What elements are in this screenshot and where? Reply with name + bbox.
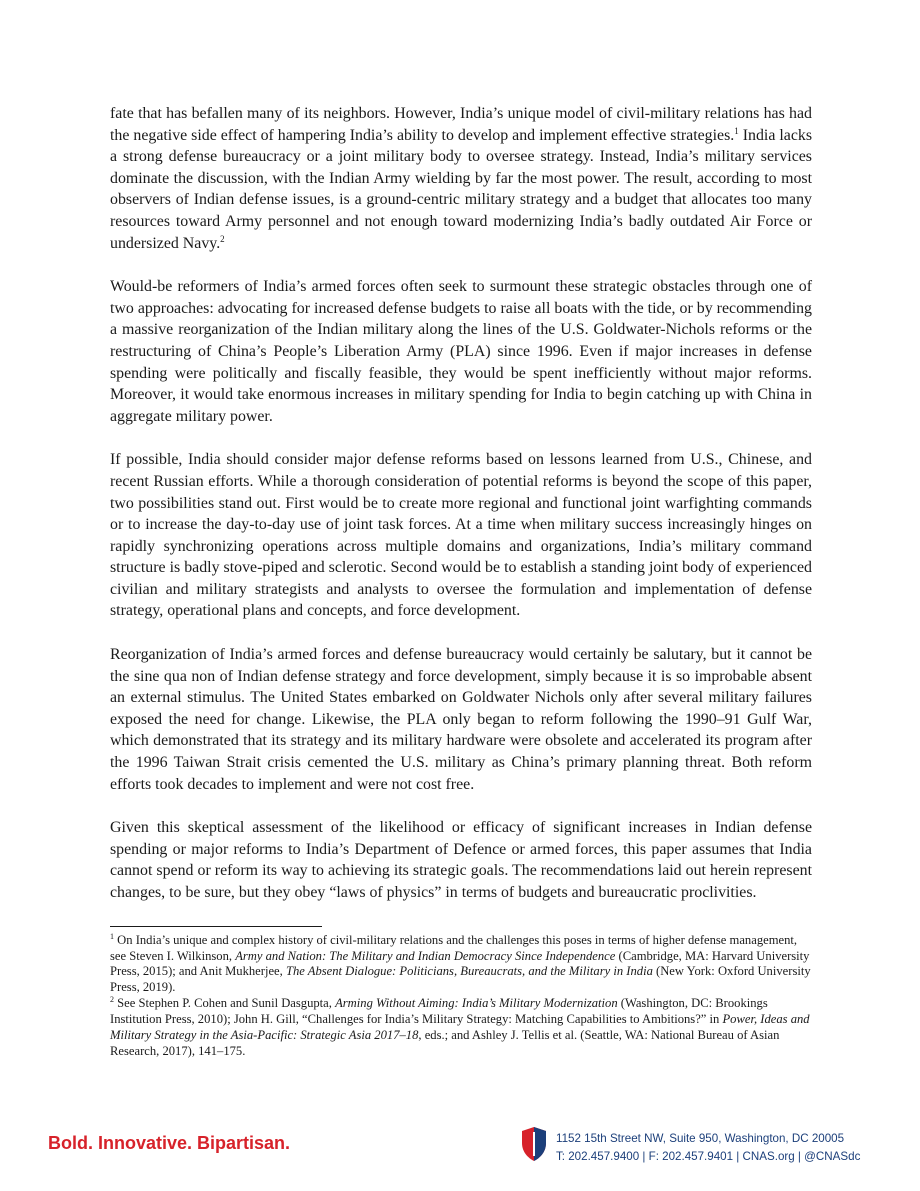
body-paragraph: Would-be reformers of India’s armed forces often seek to surmount these strategic obstacles through one of two approaches: advocating for increased defense budgets to raise all boats with the tide, or by recommending a massive reorganization of the Indian military along the lines of the U.S. Goldwater-Nichols reforms or the restructuring of China’s People’s Liberation Army (PLA) since 1996. Even if major increases in defense spending were politically and fiscally feasible, they would be spent inefficiently without major reforms. Moreover, it would take enormous increases in military spending for India to begin catching up with China in aggregate military power. [110, 278, 812, 425]
footnote-divider [110, 926, 322, 927]
body-paragraph: fate that has befallen many of its neighbors. However, India’s unique model of civil-military relations has had the negative side effect of hampering India’s ability to develop and implement effective strategies.$^1$ India lacks a strong defense bureaucracy or a joint military body to oversee strategy. Instead, India’s military services dominate the discussion, with the Indian Army wielding by far the most power. The result, according to most observers of Indian defense issues, is a ground-centric military strategy and a budget that allocates too many resources toward Army personnel and not enough toward modernizing India’s badly outdated Air Force or undersized Navy.$^2$ [110, 105, 812, 252]
body-paragraph: Reorganization of India’s armed forces and defense bureaucracy would certainly be salutary, but it cannot be the sine qua non of Indian defense strategy and force development, simply because it is so improbable absent an external stimulus. The United States embarked on Goldwater Nichols only after several military failures exposed the need for change. Likewise, the PLA only began to reform following the 1990–91 Gulf War, which demonstrated that its strategy and its military hardware were obsolete and accelerated its program after the 1996 Taiwan Strait crisis cemented the U.S. military as China’s primary planning threat. Both reform efforts took decades to implement and were not cost free. [110, 646, 812, 793]
citation-title: Power, Ideas and Military Strategy in the Asia-Pacific: Strategic Asia 2017–18 [110, 1012, 810, 1043]
body-paragraph: If possible, India should consider major defense reforms based on lessons learned from U.S., Chinese, and recent Russian efforts. While a thorough consideration of potential reforms is beyond the scope of this paper, two possibilities stand out. First would be to create more regional and functional joint warfighting commands or to increase the day-to-day use of joint task forces. At a time when military success increasingly hinges on rapidly synchronizing operations across multiple domains and organizations, India’s military command structure is badly stove-piped and sclerotic. Second would be to establish a standing joint body of experienced civilian and military strategists and analysts to oversee the formulation and implementation of defense strategy, operational plans and concepts, and force development. [110, 451, 812, 620]
footnote-marker: 1 [110, 931, 114, 941]
footnote-2: $^2$ See Stephen P. Cohen and Sunil Dasgupta, Arming Without Aiming: India’s Military Modernization (Washington, DC: Brookings Institution Press, 2010); John H. Gill, “Challenges for India’s Military Strategy: Matching Capabilities to Ambitions?” in Power, Ideas and Military Strategy in the Asia-Pacific: Strategic Asia 2017–18, eds.; and Ashley J. Tellis et al. (Seattle, WA: National Bureau of Asian Research, 2017), 141–175. [110, 995, 810, 1058]
footnote-marker: 2 [110, 995, 114, 1005]
footer-contact-block [556, 1130, 860, 1166]
footnote-marker: 2 [220, 233, 225, 244]
body-paragraph: Given this skeptical assessment of the likelihood or efficacy of significant increases in Indian defense spending or major reforms to India’s Department of Defence or armed forces, this paper assumes that India cannot spend or reform its way to achieving its strategic goals. The recommendations laid out herein represent changes, to be sure, but they obey “laws of physics” in terms of budgets and bureaucratic proclivities. [110, 819, 812, 901]
citation-title: Army and Nation: The Military and Indian Democracy Since Independence [235, 948, 616, 963]
footer-address: 1152 15th Street NW, Suite 950, Washington, DC 20005 [556, 1132, 845, 1145]
footer-tagline: Bold. Innovative. Bipartisan. [48, 1133, 291, 1153]
citation-title: The Absent Dialogue: Politicians, Bureaucrats, and the Military in India [285, 964, 653, 979]
footer-phone-links: T: 202.457.9400 | F: 202.457.9401 | CNAS.org | @CNASdc [556, 1150, 861, 1163]
document-body [110, 103, 812, 1060]
footnote-marker: 1 [734, 125, 739, 136]
citation-title: Arming Without Aiming: India’s Military Modernization [335, 996, 618, 1011]
shield-logo-icon [520, 1126, 548, 1162]
footnote-1: $^1$ On India’s unique and complex history of civil-military relations and the challenges this poses in terms of higher defense management, see Steven I. Wilkinson, Army and Nation: The Military and Indian Democracy Since Independence (Cambridge, MA: Harvard University Press, 2015); and Anit Mukherjee, The Absent Dialogue: Politicians, Bureaucrats, and the Military in India (New York: Oxford University Press, 2019). [110, 931, 811, 995]
